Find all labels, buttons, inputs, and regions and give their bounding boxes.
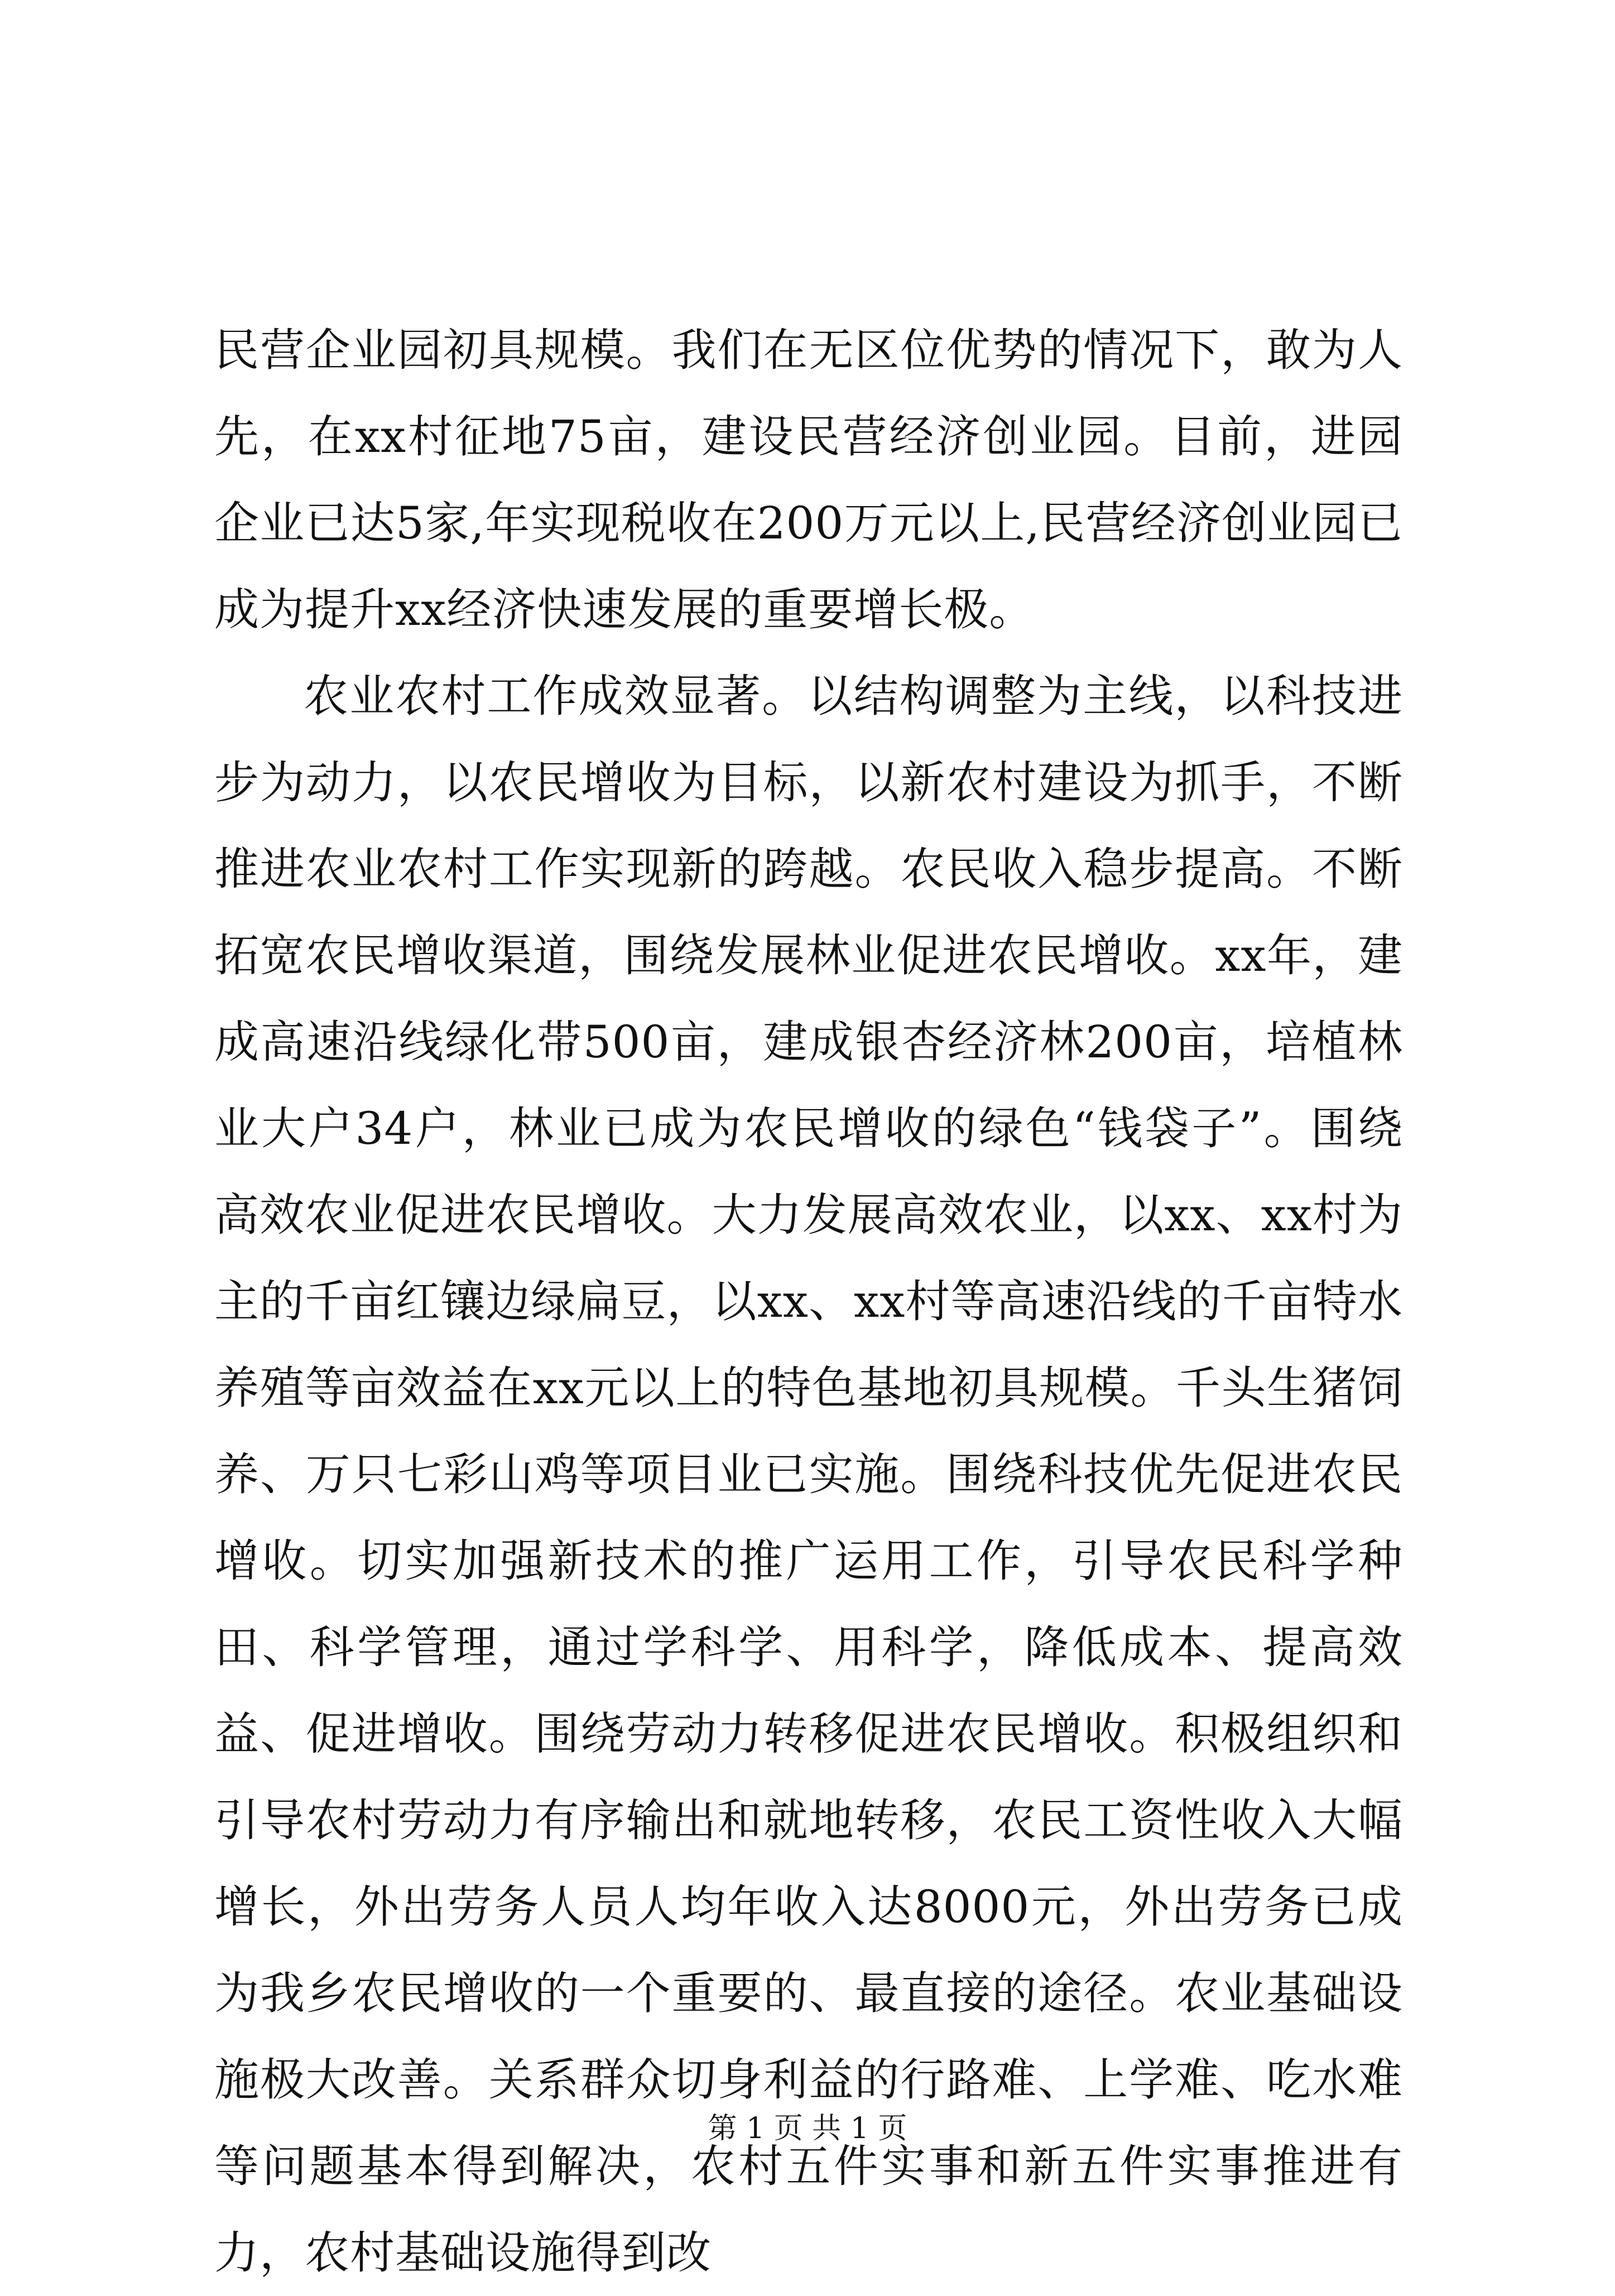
page-footer: 第 1 页 共 1 页 [708, 2112, 907, 2145]
paragraph-agriculture-rural-work: 农业农村工作成效显著。以结构调整为主线，以科技进步为动力，以农民增收为目标，以新农村建设为抓手，不断推进农业农村工作实现新的跨越。农民收入稳步提高。不断拓宽农民增收渠道，围绕发展林业促进农民增收。xx年，建成高速沿线绿化带500亩，建成银杏经济林200亩，培植林业大户34户，林业已成为农民增收的绿色“钱袋子”。围绕高效农业促进农民增收。大力发展高效农业，以xx、xx村为主的千亩红镶边绿扁豆，以xx、xx村等高速沿线的千亩特水养殖等亩效益在xx元以上的特色基地初具规模。千头生猪饲养、万只七彩山鸡等项目业已实施。围绕科技优先促进农民增收。切实加强新技术的推广运用工作，引导农民科学种田、科学管理，通过学科学、用科学，降低成本、提高效益、促进增收。围绕劳动力转移促进农民增收。积极组织和引导农村劳动力有序输出和就地转移，农民工资性收入大幅增长，外出劳务人员人均年收入达8000元，外出劳务已成为我乡农民增收的一个重要的、最直接的途径。农业基础设施极大改善。关系群众切身利益的行路难、上学难、吃水难等问题基本得到解决，农村五件实事和新五件实事推进有力，农村基础设施得到改 [214, 670, 1403, 2279]
paragraph-private-enterprise-park: 民营企业园初具规模。我们在无区位优势的情况下，敢为人先，在xx村征地75亩，建设民营经济创业园。目前，进园企业已达5家,年实现税收在200万元以上,民营经济创业园已成为提升xx经济快速发展的重要增长极。 [214, 324, 1403, 636]
document-body [214, 307, 1403, 2296]
